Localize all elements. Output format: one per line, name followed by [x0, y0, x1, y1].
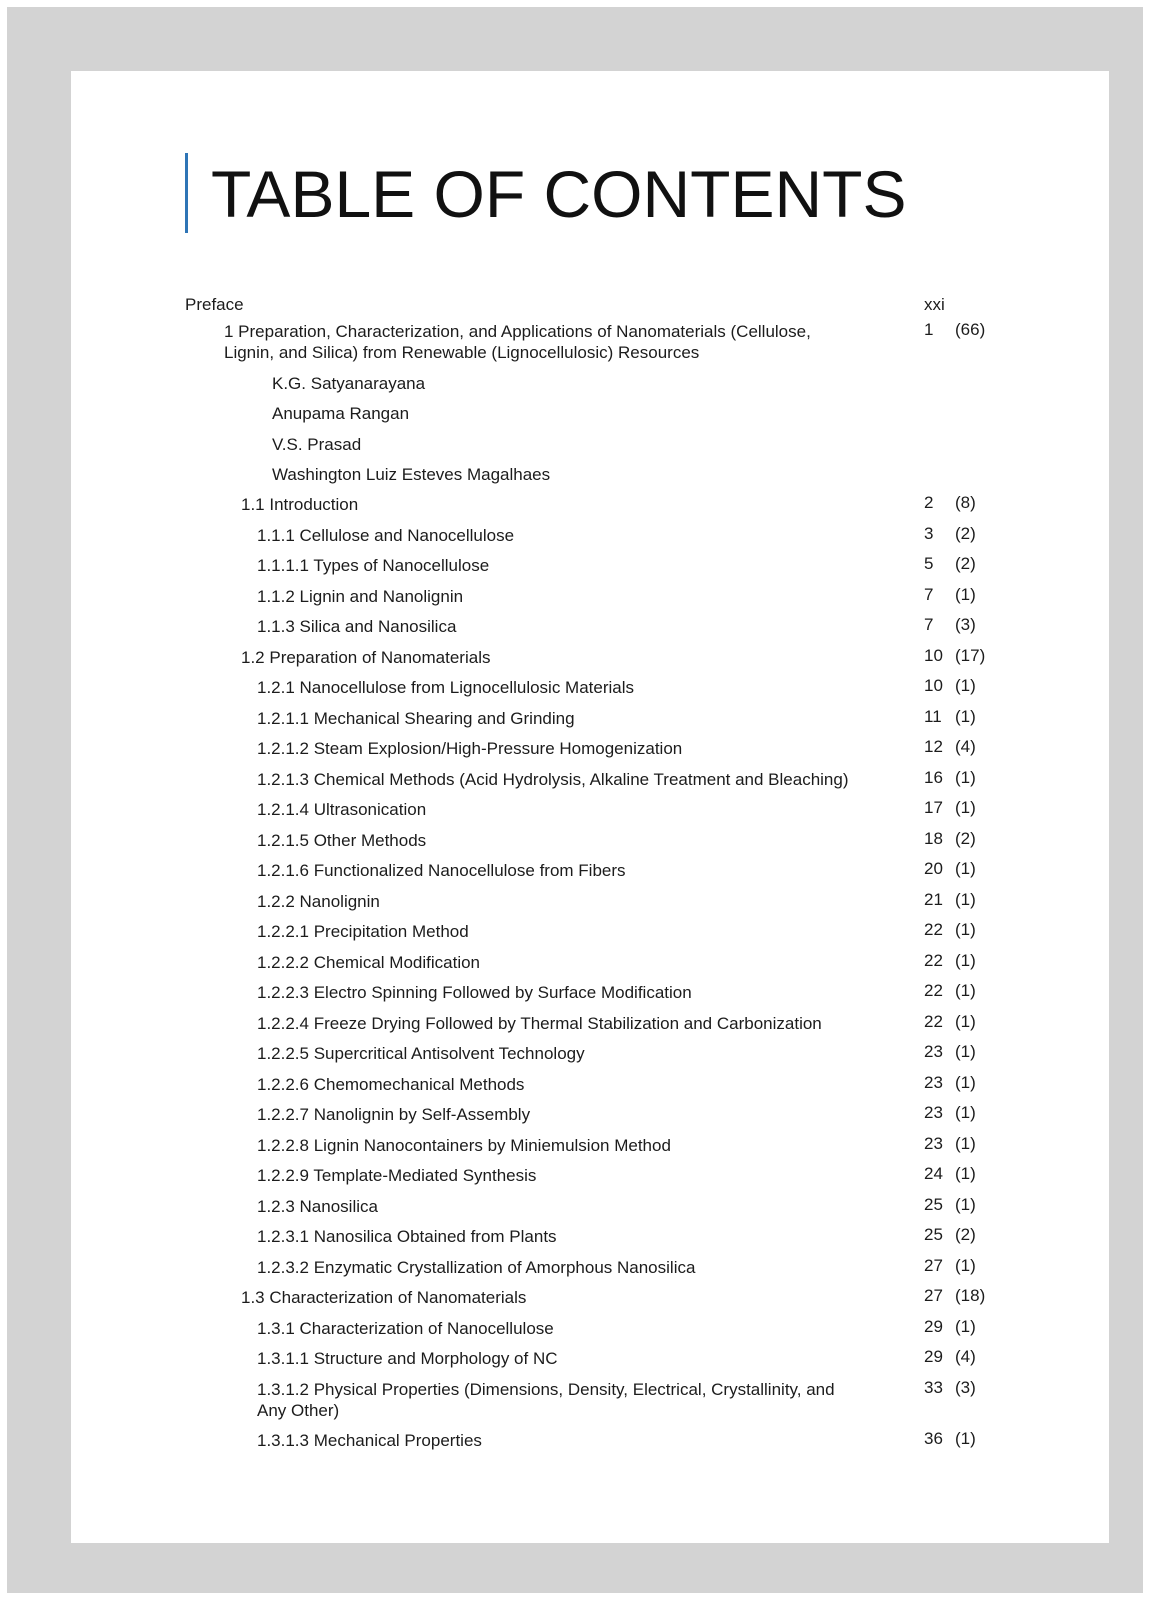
- table-of-contents: [71, 71, 1109, 1543]
- toc-entry-title: 1.2.2.1 Precipitation Method: [257, 922, 469, 941]
- toc-page-count: (17): [955, 646, 986, 665]
- toc-page-count: (1): [955, 1429, 976, 1448]
- toc-page-number: 33: [924, 1378, 943, 1397]
- toc-page-number: 23: [924, 1134, 943, 1153]
- document-page: [71, 71, 1109, 1543]
- toc-entry-title: 1.2.1.4 Ultrasonication: [257, 800, 427, 819]
- toc-entry-title: 1.2.3.2 Enzymatic Crystallization of Amorphous Nanosilica: [257, 1258, 696, 1277]
- toc-page-count: (1): [955, 1012, 976, 1031]
- toc-entry-title: 1.1.1 Cellulose and Nanocellulose: [257, 526, 515, 545]
- toc-page-number: 7: [924, 585, 934, 604]
- toc-page-count: (1): [955, 707, 976, 726]
- toc-page-number: 16: [924, 768, 943, 787]
- toc-page-count: (1): [955, 798, 976, 817]
- toc-page-count: (1): [955, 1164, 976, 1183]
- toc-page-count: (1): [955, 890, 976, 909]
- toc-page-count: (1): [955, 859, 976, 878]
- toc-page-number: 18: [924, 829, 943, 848]
- toc-entry-title: 1.2.1.6 Functionalized Nanocellulose from Fibers: [257, 861, 626, 880]
- toc-entry-title: 1.2.3.1 Nanosilica Obtained from Plants: [257, 1227, 557, 1246]
- toc-page-count: (1): [955, 1134, 976, 1153]
- toc-entry-title: 1.2.3 Nanosilica: [257, 1197, 378, 1216]
- toc-page-count: (1): [955, 981, 976, 1000]
- toc-page-number: 11: [924, 707, 942, 726]
- toc-entry-title: 1.1 Introduction: [241, 495, 359, 514]
- toc-entry-title: Preface: [185, 295, 244, 314]
- toc-page-number: 23: [924, 1073, 943, 1092]
- toc-entry-title: 1.2.1.5 Other Methods: [257, 831, 427, 850]
- toc-page-number: 23: [924, 1042, 943, 1061]
- toc-page-number: 24: [924, 1164, 943, 1183]
- toc-entry-title: 1.3.1.1 Structure and Morphology of NC: [257, 1349, 558, 1368]
- toc-page-number: 22: [924, 920, 943, 939]
- toc-page-number: 29: [924, 1317, 943, 1336]
- page-title: TABLE OF CONTENTS: [211, 157, 907, 231]
- toc-page-count: (3): [955, 1378, 976, 1397]
- toc-entry-title: 1.2.2.5 Supercritical Antisolvent Technology: [257, 1044, 585, 1063]
- toc-entry-title: 1.2.1.1 Mechanical Shearing and Grinding: [257, 709, 575, 728]
- toc-page-count: (1): [955, 676, 976, 695]
- toc-page-number: 25: [924, 1225, 943, 1244]
- toc-page-number: 17: [924, 798, 943, 817]
- toc-page-count: (1): [955, 1103, 976, 1122]
- toc-page-number: 27: [924, 1286, 943, 1305]
- toc-entry-title: 1 Preparation, Characterization, and Applications of Nanomaterials (Cellulose, Lignin, and Silica) from Renewable (Lignocellulosic) Resources: [224, 322, 811, 362]
- toc-page-number: 7: [924, 615, 934, 634]
- page-border: [7, 7, 1143, 1593]
- toc-page-number: 5: [924, 554, 934, 573]
- toc-entry-title: 1.2.2.3 Electro Spinning Followed by Surface Modification: [257, 983, 692, 1002]
- toc-page-count: (18): [955, 1286, 986, 1305]
- toc-page-count: (2): [955, 829, 976, 848]
- toc-page-number: 20: [924, 859, 943, 878]
- toc-page-count: (66): [955, 320, 986, 339]
- toc-page-number: 10: [924, 676, 943, 695]
- toc-entry-title: 1.2.2 Nanolignin: [257, 892, 380, 911]
- toc-entry-title: 1.1.3 Silica and Nanosilica: [257, 617, 457, 636]
- toc-page-number: 21: [924, 890, 943, 909]
- toc-page-count: (1): [955, 1042, 976, 1061]
- toc-page-count: (2): [955, 524, 976, 543]
- toc-entry-title: 1.2.1 Nanocellulose from Lignocellulosic Materials: [257, 678, 635, 697]
- toc-page-number: 23: [924, 1103, 943, 1122]
- toc-page-count: (1): [955, 1256, 976, 1275]
- toc-entry-title: 1.3 Characterization of Nanomaterials: [241, 1288, 527, 1307]
- toc-author: K.G. Satyanarayana: [272, 374, 426, 393]
- toc-entry-title: 1.2.2.6 Chemomechanical Methods: [257, 1075, 525, 1094]
- toc-entry-title: 1.2.2.9 Template-Mediated Synthesis: [257, 1166, 537, 1185]
- toc-page-count: (2): [955, 1225, 976, 1244]
- toc-entry-title: 1.1.2 Lignin and Nanolignin: [257, 587, 464, 606]
- toc-page-number: 29: [924, 1347, 943, 1366]
- toc-page-count: (1): [955, 1195, 976, 1214]
- toc-page-count: (1): [955, 585, 976, 604]
- toc-page-count: (1): [955, 951, 976, 970]
- toc-page-count: (1): [955, 1073, 976, 1092]
- toc-page-number: 25: [924, 1195, 943, 1214]
- toc-page-number: 1: [924, 320, 934, 339]
- toc-page-number: 10: [924, 646, 943, 665]
- toc-page-count: (8): [955, 493, 976, 512]
- toc-page-number: 12: [924, 737, 943, 756]
- toc-entry-title: 1.2.2.4 Freeze Drying Followed by Thermal Stabilization and Carbonization: [257, 1014, 822, 1033]
- toc-entry-title: 1.3.1.2 Physical Properties (Dimensions, Density, Electrical, Crystallinity, and Any Other): [257, 1380, 835, 1420]
- toc-author: Washington Luiz Esteves Magalhaes: [272, 465, 551, 484]
- toc-page-number: 27: [924, 1256, 943, 1275]
- toc-page-count: (1): [955, 1317, 976, 1336]
- toc-page-count: (1): [955, 920, 976, 939]
- toc-entry-title: 1.3.1 Characterization of Nanocellulose: [257, 1319, 554, 1338]
- toc-page-number: 3: [924, 524, 934, 543]
- toc-page-count: (4): [955, 737, 976, 756]
- toc-page-number: 22: [924, 1012, 943, 1031]
- toc-entry-title: 1.1.1.1 Types of Nanocellulose: [257, 556, 490, 575]
- toc-entry-title: 1.2.2.2 Chemical Modification: [257, 953, 481, 972]
- toc-page-number: 2: [924, 493, 934, 512]
- toc-page-number: 22: [924, 951, 943, 970]
- toc-page-count: (3): [955, 615, 976, 634]
- toc-page-number: 22: [924, 981, 943, 1000]
- toc-entry-title: 1.3.1.3 Mechanical Properties: [257, 1431, 482, 1450]
- toc-entry-title: 1.2.2.8 Lignin Nanocontainers by Miniemulsion Method: [257, 1136, 671, 1155]
- toc-page-count: (2): [955, 554, 976, 573]
- toc-author: Anupama Rangan: [272, 404, 410, 423]
- toc-page-count: (4): [955, 1347, 976, 1366]
- toc-author: V.S. Prasad: [272, 435, 362, 454]
- toc-page-count: (1): [955, 768, 976, 787]
- toc-entry-title: 1.2.1.3 Chemical Methods (Acid Hydrolysis, Alkaline Treatment and Bleaching): [257, 770, 849, 789]
- toc-entry-title: 1.2 Preparation of Nanomaterials: [241, 648, 491, 667]
- toc-entry-title: 1.2.2.7 Nanolignin by Self-Assembly: [257, 1105, 531, 1124]
- toc-entry-title: 1.2.1.2 Steam Explosion/High-Pressure Homogenization: [257, 739, 683, 758]
- toc-page-number: xxi: [924, 295, 945, 314]
- toc-page-number: 36: [924, 1429, 943, 1448]
